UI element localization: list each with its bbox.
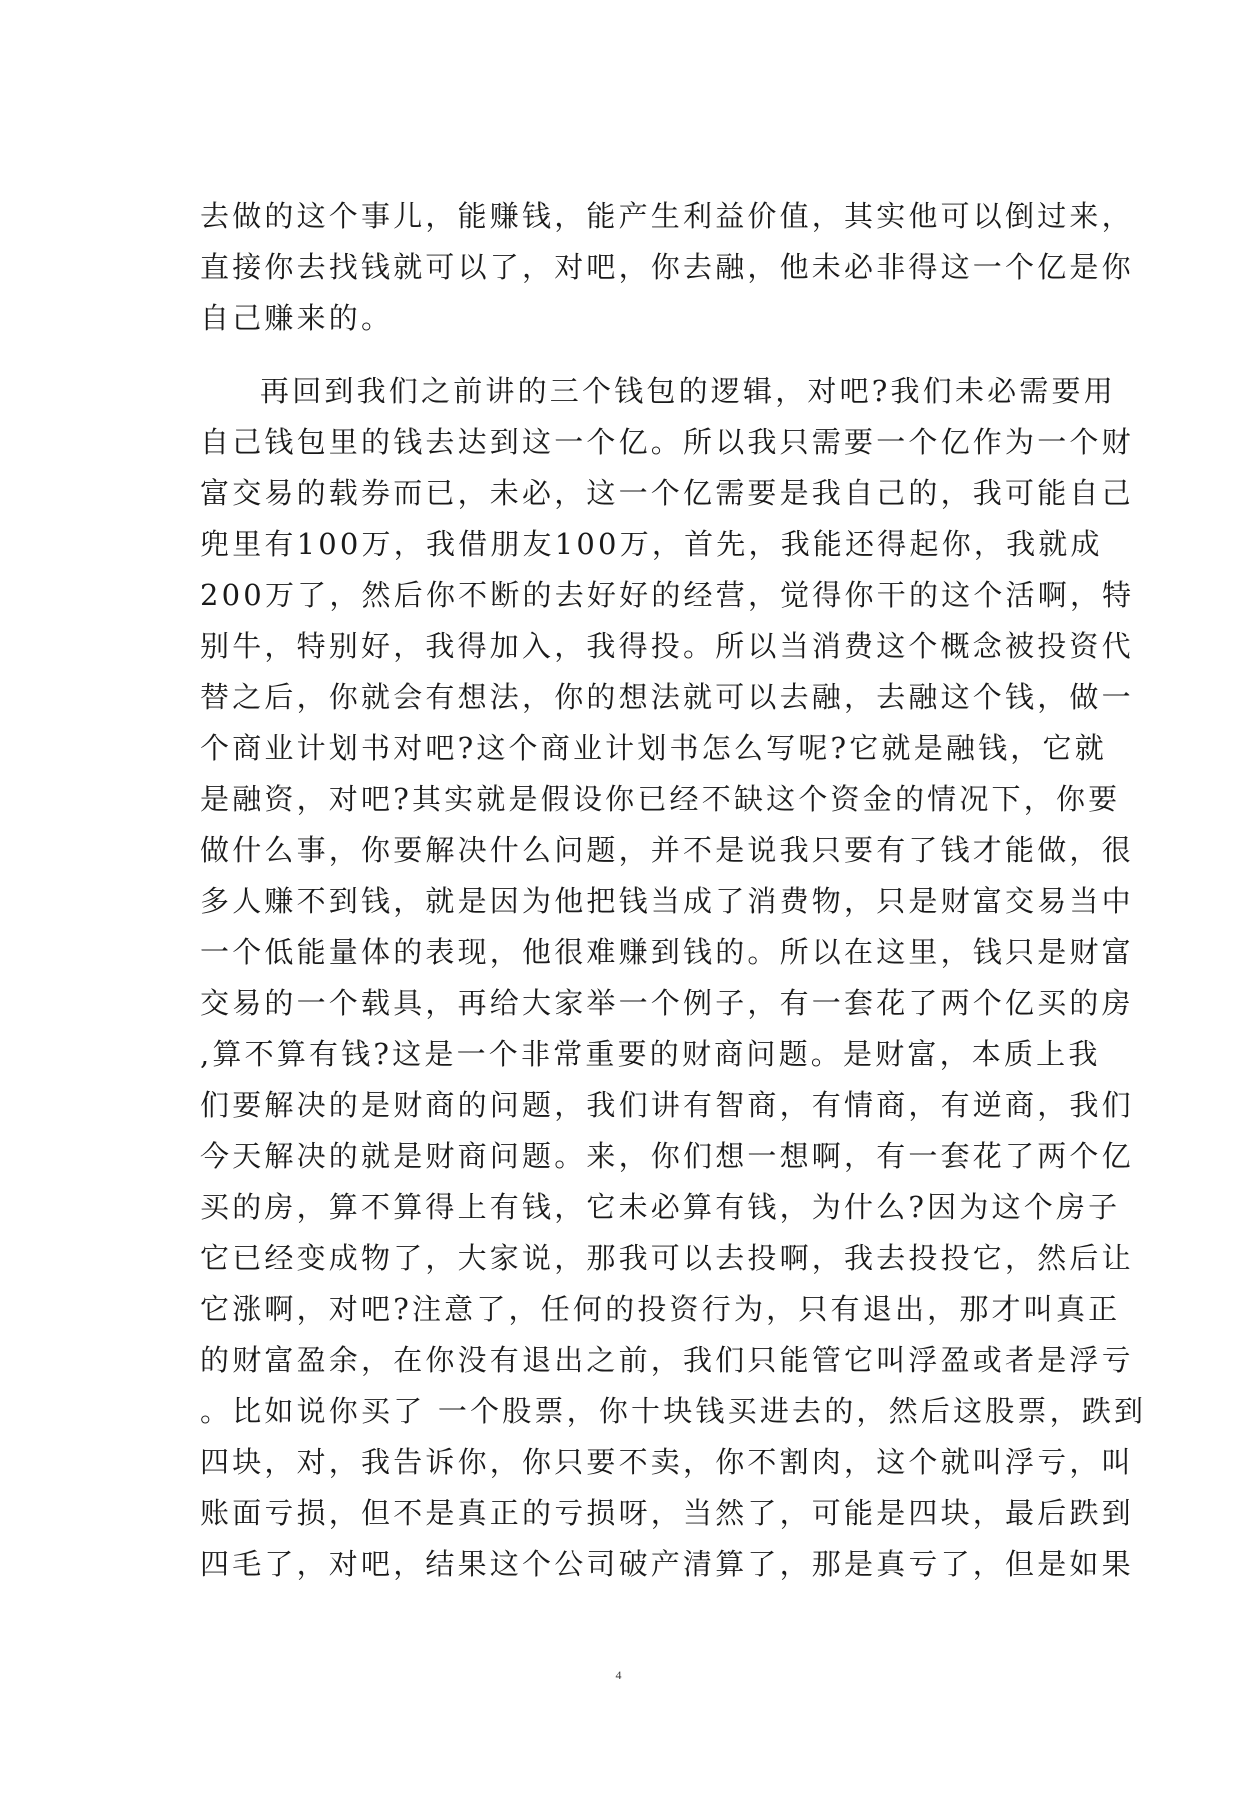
text-line: 去做的这个事儿，能赚钱，能产生利益价值，其实他可以倒过来， xyxy=(200,199,1134,233)
text-line: 自己赚来的。 xyxy=(200,301,394,335)
text-line: 一个低能量体的表现，他很难赚到钱的。所以在这里，钱只是财富 xyxy=(200,935,1134,969)
text-line: 兜里有100万，我借朋友100万，首先，我能还得起你，我就成 xyxy=(200,527,1103,561)
text-line: 再回到我们之前讲的三个钱包的逻辑，对吧?我们未必需要用 xyxy=(260,374,1116,408)
page-number: 4 xyxy=(615,1668,622,1682)
text-line: 的财富盈余，在你没有退出之前，我们只能管它叫浮盈或者是浮亏 xyxy=(200,1343,1134,1377)
text-line: 四毛了，对吧，结果这个公司破产清算了，那是真亏了，但是如果 xyxy=(200,1547,1134,1581)
text-line: 四块，对，我告诉你，你只要不卖，你不割肉，这个就叫浮亏，叫 xyxy=(200,1445,1134,1479)
text-line: 200万了，然后你不断的去好好的经营，觉得你干的这个活啊，特 xyxy=(200,578,1135,612)
text-line: 账面亏损，但不是真正的亏损呀，当然了，可能是四块，最后跌到 xyxy=(200,1496,1134,1530)
text-line: 做什么事，你要解决什么问题，并不是说我只要有了钱才能做，很 xyxy=(200,833,1134,867)
text-line: 它已经变成物了，大家说，那我可以去投啊，我去投投它，然后让 xyxy=(200,1241,1134,1275)
text-line: 个商业计划书对吧?这个商业计划书怎么写呢?它就是融钱，它就 xyxy=(200,731,1107,765)
text-line: 自己钱包里的钱去达到这一个亿。所以我只需要一个亿作为一个财 xyxy=(200,425,1134,459)
text-line: 今天解决的就是财商问题。来，你们想一想啊，有一套花了两个亿 xyxy=(200,1139,1134,1173)
text-line: 们要解决的是财商的问题，我们讲有智商，有情商，有逆商，我们 xyxy=(200,1088,1134,1122)
text-line: 富交易的载券而已，未必，这一个亿需要是我自己的，我可能自己 xyxy=(200,476,1134,510)
text-line: 是融资，对吧?其实就是假设你已经不缺这个资金的情况下，你要 xyxy=(200,782,1121,816)
paragraph-1 xyxy=(200,191,1134,344)
text-line: 多人赚不到钱，就是因为他把钱当成了消费物，只是财富交易当中 xyxy=(200,884,1134,918)
text-line: 它涨啊，对吧?注意了，任何的投资行为，只有退出，那才叫真正 xyxy=(200,1292,1121,1326)
text-line: 。比如说你买了 一个股票，你十块钱买进去的，然后这股票，跌到 xyxy=(200,1394,1147,1428)
text-line: ,算不算有钱?这是一个非常重要的财商问题。是财富，本质上我 xyxy=(200,1037,1101,1071)
text-line: 买的房，算不算得上有钱，它未必算有钱，为什么?因为这个房子 xyxy=(200,1190,1121,1224)
text-line: 替之后，你就会有想法，你的想法就可以去融，去融这个钱，做一 xyxy=(200,680,1134,714)
text-line: 直接你去找钱就可以了，对吧，你去融，他未必非得这一个亿是你 xyxy=(200,250,1134,284)
text-line: 别牛，特别好，我得加入，我得投。所以当消费这个概念被投资代 xyxy=(200,629,1134,663)
paragraph-2 xyxy=(200,366,1147,1590)
text-line: 交易的一个载具，再给大家举一个例子，有一套花了两个亿买的房 xyxy=(200,986,1134,1020)
